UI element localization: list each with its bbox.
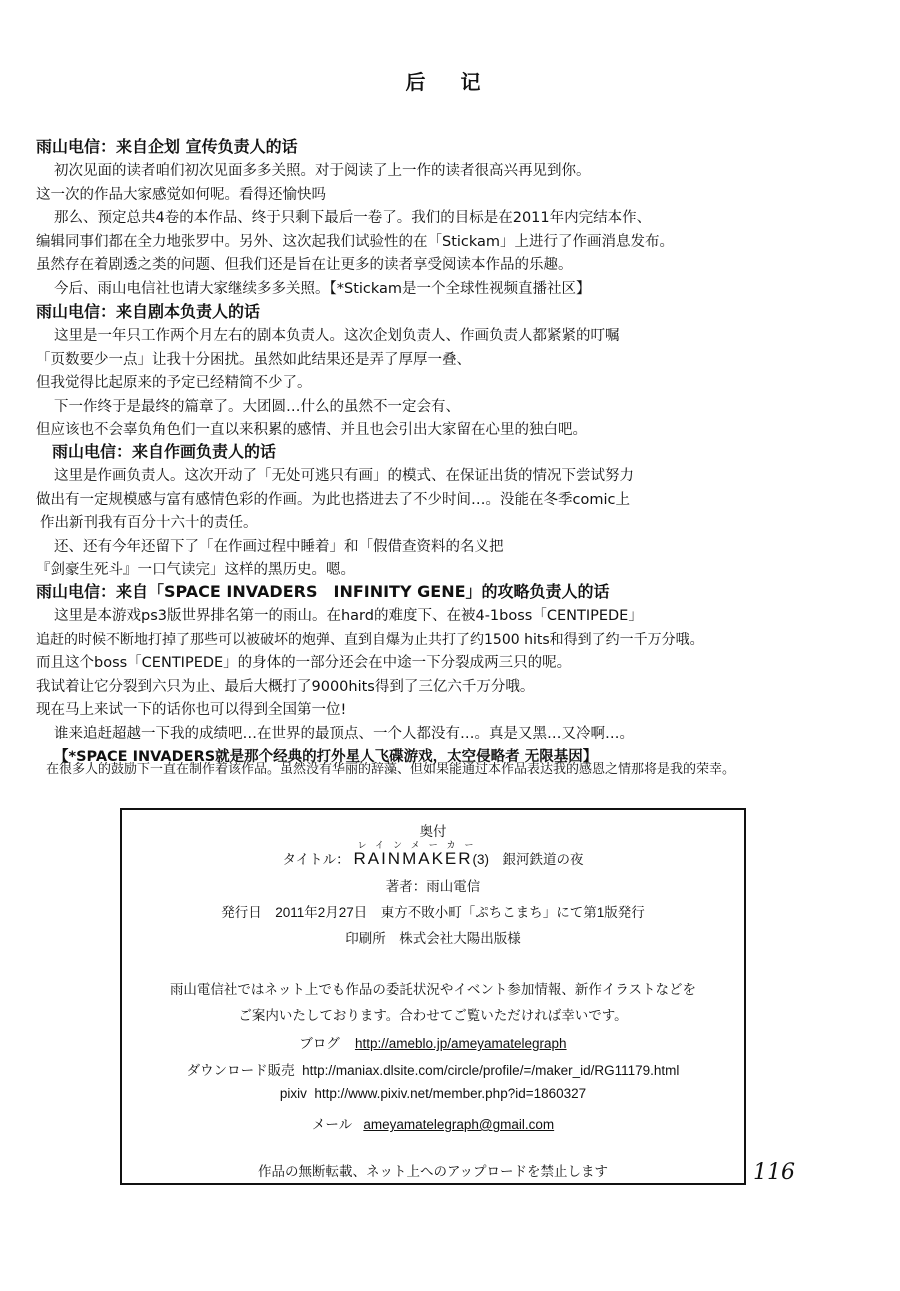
colophon-notice-line: 雨山電信社ではネット上でも作品の委託状況やイベント参加情報、新作イラストなどを — [169, 982, 697, 997]
colophon-blog-row — [122, 1032, 744, 1052]
title-ruby: レインメーカー — [357, 840, 483, 850]
title-main-wrap — [353, 840, 483, 869]
text-line: 但应该也不会辜负角色们一直以来积累的感情、并且也会引出大家留在心里的独白吧。 — [36, 422, 587, 438]
title-main: RAINMAKER — [353, 849, 473, 868]
mail-label: メール — [311, 1117, 353, 1132]
section-art — [36, 440, 887, 583]
section-script — [36, 300, 871, 443]
text-line: 我试着让它分裂到六只为止、最后大概打了9000hits得到了三亿六千万分哦。 — [36, 678, 535, 695]
text-line: 谁来追赶超越一下我的成绩吧…在世界的最顶点、一个人都没有…。真是又黑…又冷啊…。 — [54, 725, 634, 742]
page-title: 后 记 — [405, 70, 495, 94]
section-heading: 雨山电信：来自剧本负责人的话 — [36, 302, 261, 321]
text-line: 【*SPACE INVADERS就是那个经典的打外星人飞碟游戏，太空侵略者 无限基因】 — [54, 749, 598, 765]
text-line: 虽然存在着剧透之类的问题、但我们还是旨在让更多的读者享受阅读本作品的乐趣。 — [36, 257, 573, 273]
colophon-pixiv-row — [122, 1086, 744, 1101]
colophon-download-row — [122, 1059, 744, 1079]
text-line: 初次见面的读者咱们初次见面多多关照。对于阅读了上一作的读者很高兴再见到你。 — [54, 163, 591, 179]
colophon-issue-date: 発行日 2011年2月27日 東方不敗小町「ぷちこまち」にて第1版発行 — [221, 905, 645, 920]
pixiv-link[interactable]: http://www.pixiv.net/member.php?id=1860327 — [314, 1086, 587, 1101]
colophon-title-row — [122, 840, 744, 869]
text-line: 现在马上来试一下的话你也可以得到全国第一位! — [36, 702, 347, 718]
pixiv-label: pixiv — [279, 1086, 307, 1101]
blog-label: ブログ — [299, 1036, 340, 1051]
colophon-footer: 作品の無断転載、ネット上へのアップロードを禁止します — [257, 1164, 609, 1179]
text-line: 做出有一定规模感与富有感情色彩的作画。为此也搭进去了不少时间…。没能在冬季comic上 — [36, 491, 630, 508]
text-line: 而且这个boss「CENTIPEDE」的身体的一部分还会在中途一下分裂成两三只的呢。 — [36, 655, 572, 671]
colophon-printer: 印刷所 株式会社大陽出版様 — [345, 931, 521, 946]
text-line: 今后、雨山电信社也请大家继续多多关照。【*Stickam是一个全球性视频直播社区】 — [54, 280, 591, 297]
text-line: 这里是作画负责人。这次开动了「无处可逃只有画」的模式、在保证出货的情况下尝试努力 — [54, 468, 634, 484]
colophon-mail-row — [122, 1113, 744, 1133]
text-line: 追赶的时候不断地打掉了那些可以被破坏的炮弹、直到自爆为止共打了约1500 hits和得到了约一千万分哦。 — [36, 631, 704, 648]
text-line: 那么、预定总共4卷的本作品、终于只剩下最后一卷了。我们的目标是在2011年内完结本作、 — [54, 210, 652, 226]
section-heading: 雨山电信：来自作画负责人的话 — [52, 442, 277, 461]
text-line: 这里是本游戏ps3版世界排名第一的雨山。在hard的难度下、在被4-1boss「CENTIPEDE」 — [54, 608, 643, 624]
section-heading: 雨山电信：来自「SPACE INVADERS INFINITY GENE」的攻略负责人的话 — [36, 582, 610, 601]
text-line: 下一作终于是最终的篇章了。大团圆…什么的虽然不一定会有、 — [54, 398, 460, 415]
colophon-box — [120, 808, 746, 1185]
text-line: 编辑同事们都在全力地张罗中。另外、这次起我们试验性的在「Stickam」上进行了作画消息发布。 — [36, 233, 675, 250]
blog-link[interactable]: http://ameblo.jp/ameyamatelegraph — [354, 1036, 567, 1051]
mail-link[interactable]: ameyamatelegraph@gmail.com — [363, 1117, 555, 1132]
page-number: 116 — [753, 1160, 795, 1185]
colophon-heading: 奥付 — [419, 824, 447, 839]
download-link[interactable]: http://maniax.dlsite.com/circle/profile/=/maker_id/RG11179.html — [302, 1063, 680, 1078]
closing-note: 在很多人的鼓励下一直在制作着该作品。虽然没有华丽的辞藻、但如果能通过本作品表达我的感恩之情那将是我的荣幸。 — [46, 762, 736, 777]
section-game — [36, 580, 871, 770]
download-label: ダウンロード販売 — [186, 1063, 295, 1078]
text-line: 这一次的作品大家感觉如何呢。看得还愉快吗 — [36, 186, 326, 203]
colophon-author: 著者：雨山電信 — [385, 879, 481, 894]
title-rest: (3) 銀河鉄道の夜 — [472, 852, 584, 867]
section-planning — [36, 135, 871, 301]
text-line: 『剑豪生死斗』一口气读完」这样的黑历史。嗯。 — [36, 562, 355, 578]
title-label: タイトル： — [282, 852, 350, 867]
section-heading: 雨山电信：来自企划 宣传负责人的话 — [36, 137, 298, 156]
text-line: 这里是一年只工作两个月左右的剧本负责人。这次企划负责人、作画负责人都紧紧的叮嘱 — [54, 328, 620, 344]
colophon-notice-line: ご案内いたしております。合わせてご覧いただければ幸いです。 — [238, 1008, 628, 1023]
text-line: 作出新刊我有百分十六十的责任。 — [40, 515, 258, 531]
text-line: 但我觉得比起原来的予定已经精简不少了。 — [36, 375, 312, 391]
text-line: 「页数要少一点」让我十分困扰。虽然如此结果还是弄了厚厚一叠、 — [36, 351, 471, 368]
text-line: 还、还有今年还留下了「在作画过程中睡着」和「假借查资料的名义把 — [54, 538, 504, 555]
